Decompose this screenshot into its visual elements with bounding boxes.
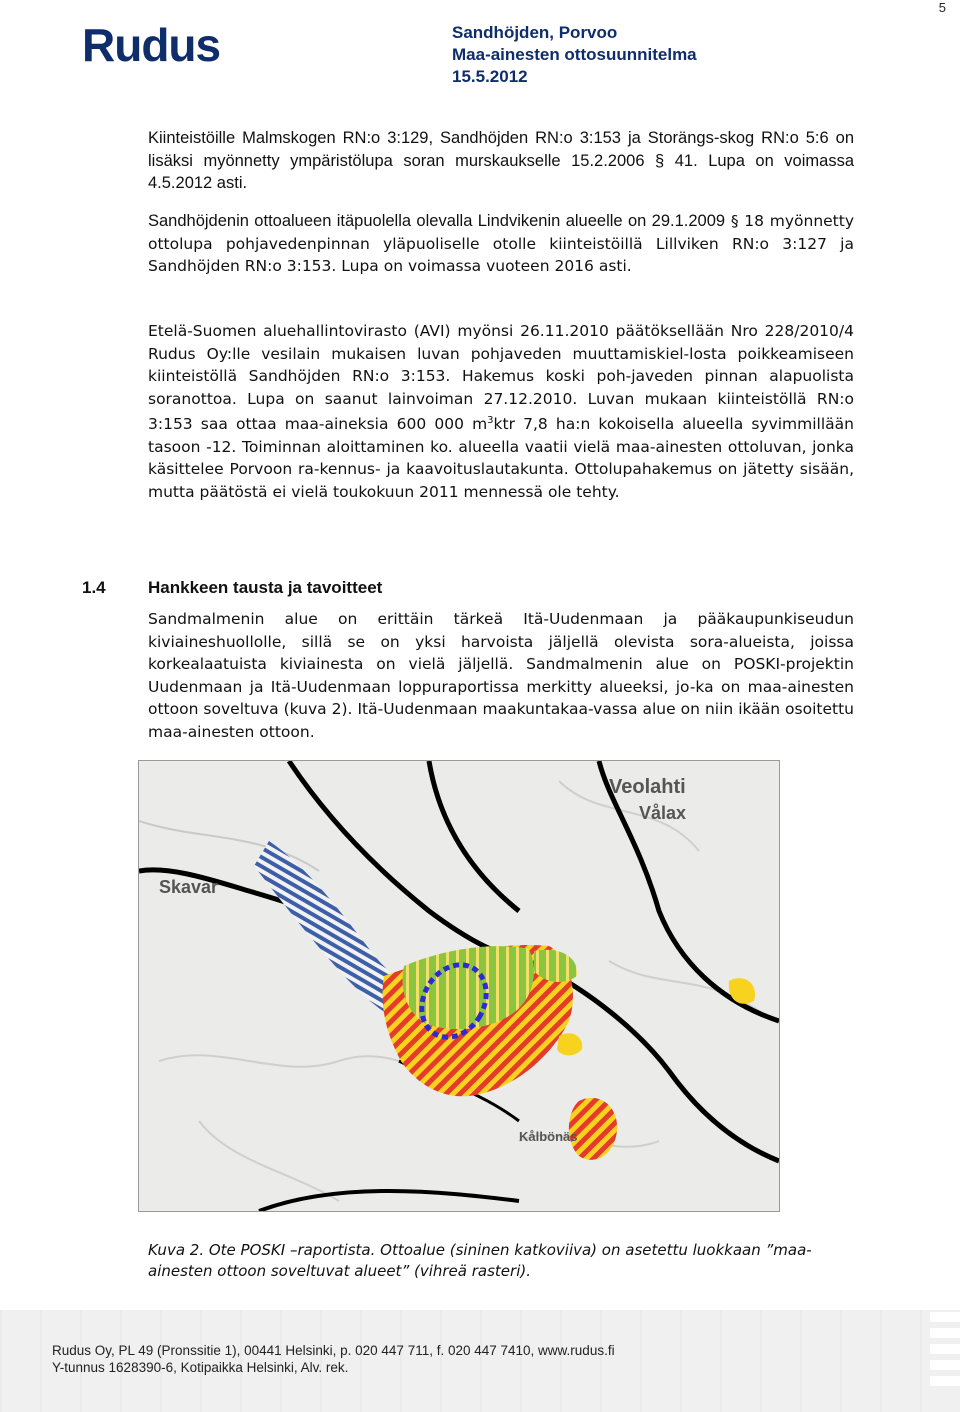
header-title: Sandhöjden, Porvoo [452,23,618,42]
paragraph-environmental-permit: Kiinteistöille Malmskogen RN:o 3:129, Sandhöjden RN:o 3:153 ja Storängs-skog RN:o 5:6 on lisäksi myönnetty ympäristölupa soran murskaukselle 15.2.2006 § 41. Lupa on voimassa 4.5.2012 asti. [148,129,854,192]
avi-text-end: ktr 7,8 ha:n kokoisella alueella syvimmillään tasoon -12. Toiminnan aloittaminen ko. alueella vaatii vielä maa-ainesten ottoluvan, jonka käsittelee Porvoon ra-kennus- ja kaavoituslautakunta. Ottolupahakemus on jätetty sisään, mutta päätöstä ei vielä toukokuun 2011 mennessä ole tehty. [148,415,854,501]
footer-decoration [930,1312,960,1392]
page-number: 5 [938,0,946,15]
map-label-veolahti: Veolahti [609,776,686,798]
map-svg [139,761,779,1211]
map-label-valax: Vålax [639,803,687,823]
header-subtitle: Maa-ainesten ottosuunnitelma [452,45,697,64]
footer-line-business-id: Y-tunnus 1628390-6, Kotipaikka Helsinki, Alv. rek. [52,1360,349,1375]
map-label-kalbonas: Kålbönäs [519,1129,578,1144]
paragraph-lindviken-permit [148,210,854,278]
section-number: 1.4 [82,578,106,597]
footer-line-address: Rudus Oy, PL 49 (Pronssitie 1), 00441 Helsinki, p. 020 447 711, f. 020 447 7410, www.rudus.fi [52,1343,615,1358]
figure-caption: Kuva 2. Ote POSKI –raportista. Ottoalue (sininen katkoviiva) on asetettu luokkaan ”maa-ainesten ottoon soveltuvat alueet” (vihreä rasteri). [148,1241,812,1280]
rudus-logo: Rudus [82,19,221,71]
paragraph-lindviken-start: Sandhöjdenin ottoalueen itäpuolella olevalla Lindvikenin alueelle on 29.1.2009 [148,212,726,230]
poski-map [138,760,780,1212]
section-body: Sandmalmenin alue on erittäin tärkeä Itä-Uudenmaan ja pääkaupunkiseudun kiviaineshuollolle, sillä se on yksi harvoista jäljellä olevista sora-alueista, joissa korkealaatuista kiviainesta on vielä jäljellä. Sandmalmenin alue on POSKI-projektin Uudenmaan ja Itä-Uudenmaan loppuraportissa merkitty alueeksi, jo-ka on maa-ainesten ottoon soveltuva (kuva 2). Itä-Uudenmaan maakuntakaa-vassa alue on niin ikään osoitettu maa-ainesten ottoon. [148,610,854,741]
map-label-skavar: Skavar [159,877,219,897]
avi-superscript: 3 [487,415,494,426]
paragraph-avi-decision [148,320,854,503]
section-title: Hankkeen tausta ja tavoitteet [148,578,383,597]
paragraph-lindviken-rest: § 18 myönnetty ottolupa pohjavedenpinnan yläpuoliselle otolle kiinteistöillä Lillviken RN:o 3:127 ja Sandhöjden RN:o 3:153. Lupa on voimassa vuoteen 2016 asti. [148,212,855,275]
document-header [452,22,697,88]
avi-text-main: Etelä-Suomen aluehallintovirasto (AVI) myönsi 26.11.2010 päätöksellään Nro 228/2010/4 Rudus Oy:lle vesilain mukaisen luvan pohjaveden muuttamiskiel-losta poikkeamiseen kiinteistöllä Sandhöjden RN:o 3:153. Hakemus koski poh-javeden pinnan alapuolista soranottoa. Lupa on saanut lainvoiman 27.12.2010. Luvan mukaan kiinteistöllä RN:o 3:153 saa ottaa maa-aineksia 600 000 m [148,322,854,434]
footer-text [52,1342,615,1376]
header-date: 15.5.2012 [452,67,528,86]
